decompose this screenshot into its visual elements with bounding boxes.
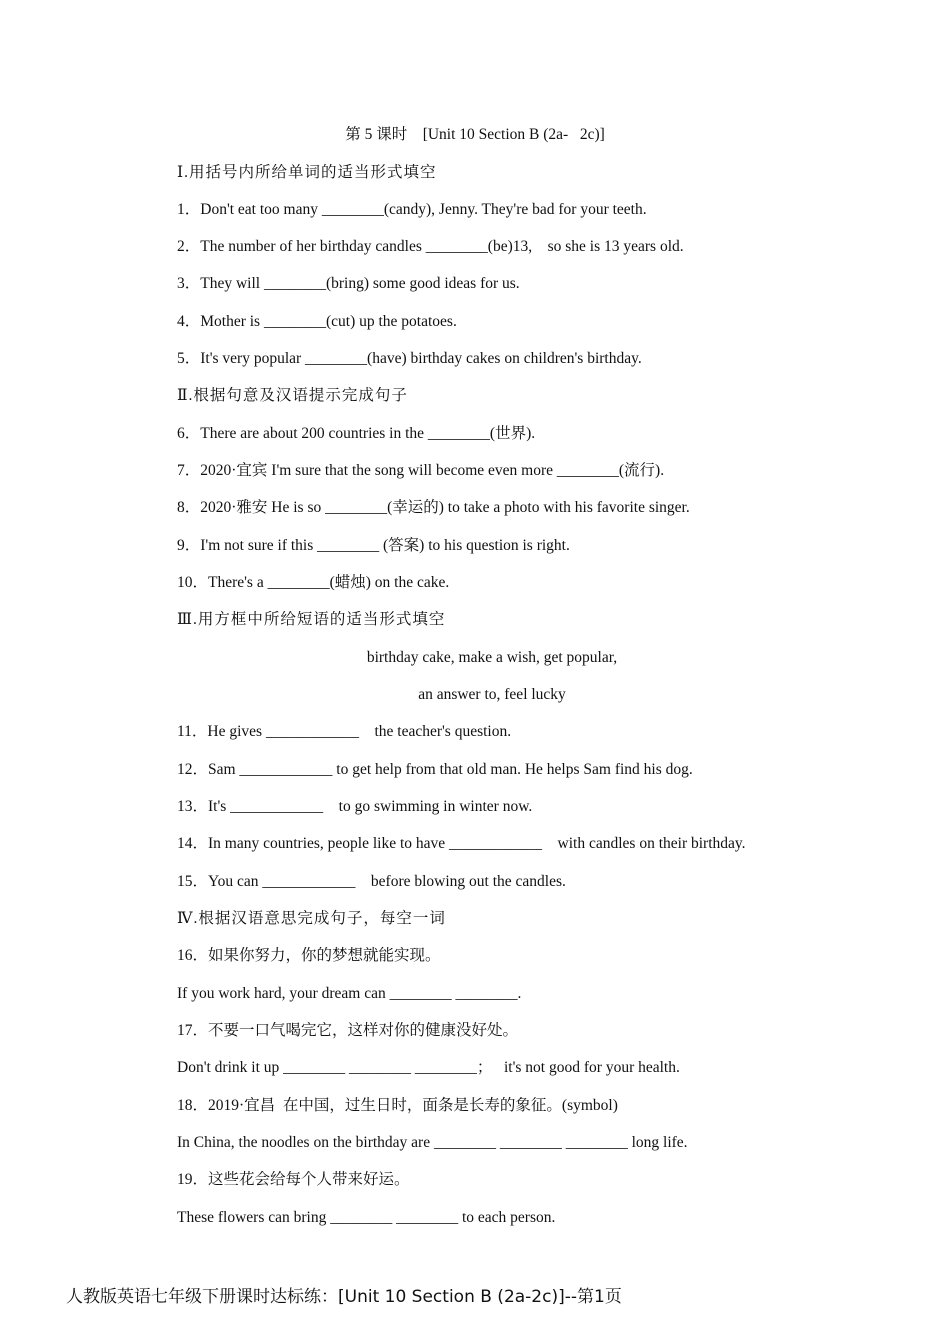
- question-1: 1．Don't eat too many ________(candy), Jenny. They're bad for your teeth.: [177, 201, 647, 218]
- question-9: 9．I'm not sure if this ________ (答案) to his question is right.: [177, 537, 570, 554]
- section-heading-1: Ⅰ.用括号内所给单词的适当形式填空: [177, 164, 437, 181]
- question-12: 12．Sam ____________ to get help from that old man. He helps Sam find his dog.: [177, 761, 693, 778]
- question-3: 3．They will ________(bring) some good ideas for us.: [177, 275, 520, 292]
- question-8: 8．2020·雅安 He is so ________(幸运的) to take a photo with his favorite singer.: [177, 499, 690, 516]
- question-19-answer: These flowers can bring ________ ________ to each person.: [177, 1209, 556, 1226]
- question-14: 14．In many countries, people like to have ____________ with candles on their birthday.: [177, 835, 746, 852]
- question-4: 4．Mother is ________(cut) up the potatoes.: [177, 313, 457, 330]
- question-15: 15．You can ____________ before blowing out the candles.: [177, 873, 566, 890]
- question-6: 6．There are about 200 countries in the ________(世界).: [177, 425, 536, 442]
- phrase-box-line-2: an answer to, feel lucky: [418, 686, 566, 703]
- question-19-prompt: 19．这些花会给每个人带来好运。: [177, 1171, 410, 1188]
- section-heading-2: Ⅱ.根据句意及汉语提示完成句子: [177, 387, 408, 404]
- question-13: 13．It's ____________ to go swimming in winter now.: [177, 798, 533, 815]
- page-footer: 人教版英语七年级下册课时达标练：[Unit 10 Section B (2a-2c)]--第1页: [66, 1287, 622, 1307]
- question-2: 2．The number of her birthday candles ________(be)13, so she is 13 years old.: [177, 238, 684, 255]
- question-10: 10．There's a ________(蜡烛) on the cake.: [177, 574, 450, 591]
- question-16-answer: If you work hard, your dream can ________ ________.: [177, 985, 522, 1002]
- question-5: 5．It's very popular ________(have) birthday cakes on children's birthday.: [177, 350, 642, 367]
- question-16-prompt: 16．如果你努力，你的梦想就能实现。: [177, 947, 441, 964]
- question-7: 7．2020·宜宾 I'm sure that the song will become even more ________(流行).: [177, 462, 665, 479]
- question-17-prompt: 17．不要一口气喝完它，这样对你的健康没好处。: [177, 1022, 519, 1039]
- section-heading-3: Ⅲ.用方框中所给短语的适当形式填空: [177, 611, 446, 628]
- question-18-answer: In China, the noodles on the birthday are ________ ________ ________ long life.: [177, 1134, 688, 1151]
- page-title: 第 5 课时 [Unit 10 Section B (2a- 2c)]: [345, 126, 605, 143]
- section-heading-4: Ⅳ.根据汉语意思完成句子，每空一词: [177, 910, 446, 927]
- question-17-answer: Don't drink it up ________ ________ ________； it's not good for your health.: [177, 1059, 680, 1076]
- question-18-prompt: 18．2019·宜昌 在中国，过生日时，面条是长寿的象征。(symbol): [177, 1097, 618, 1114]
- phrase-box-line-1: birthday cake, make a wish, get popular,: [366, 649, 618, 666]
- question-11: 11．He gives ____________ the teacher's question.: [177, 723, 512, 740]
